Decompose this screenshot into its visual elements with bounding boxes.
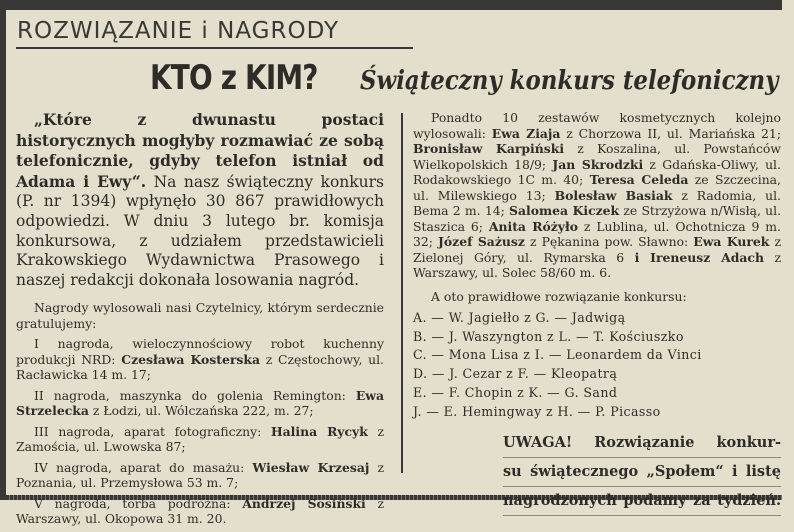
winner-name: Salomea Kiczek: [509, 203, 620, 218]
solution-intro: A oto prawidłowe rozwiązanie konkursu:: [431, 288, 687, 304]
top-border: [0, 0, 782, 10]
section-title: ROZWIĄZANIE i NAGRODY: [17, 18, 340, 44]
solution-item: A. — W. Jagiełło z G. — Jadwigą: [413, 310, 626, 325]
headline-main: KTO z KIM?: [150, 58, 318, 98]
prize-description: I nagroda, wieloczynnościowy robot kuchenny produkcji NRD:: [16, 336, 384, 367]
winner-name: Jan Skrodzki: [552, 156, 644, 172]
winner-name: Czesława Kosterska: [121, 351, 261, 367]
winner-address: z Łodzi, ul. Wólczańska 222, m. 27;: [88, 403, 314, 419]
winner-address: z Warszawy, ul. Solec 58/60 m. 6.: [413, 249, 781, 280]
solution-item: E. — F. Chopin z K. — G. Sand: [413, 384, 618, 400]
solution-item: J. — E. Hemingway z H. — P. Picasso: [413, 403, 661, 419]
winner-address: z Radomia, ul. Bema 2 m. 14;: [413, 187, 781, 218]
notice-line: su świątecznego „Społem“ i listę: [503, 458, 781, 487]
lead-text: Na nasz świąteczny konkurs (P. nr 1394) wpłynęło 30 867 prawidłowych odpowiedzi. W dniu 3 lutego br. komisja konkursowa, z udziałem przedstawicieli Krakowskiego Wydawnictwa Prasowego i naszej redakcji dokonała losowania nagród.: [16, 172, 385, 289]
winner-address: z Lublina, ul. Ochotnicza 9 m. 32;: [413, 218, 781, 249]
solution-item: C. — Mona Lisa z I. — Leonardem da Vinci: [413, 347, 702, 363]
winner-name: Andrzej Sosiński: [242, 495, 366, 511]
section-title-underline: [16, 47, 413, 49]
winner-address: z Zamościa, ul. Lwowska 87;: [16, 423, 385, 455]
winner-address: z Warszawy, ul. Okopowa 31 m. 20.: [16, 495, 385, 527]
prize-entry: [16, 388, 384, 419]
winner-name: Anita Różyło: [488, 218, 579, 234]
notice-box: [503, 429, 781, 516]
prize-description: II nagroda, maszynka do golenia Remington:: [34, 387, 356, 403]
winner-address: z Częstochowy, ul. Racławicka 14 m. 17;: [16, 351, 384, 383]
winner-name: Wiesław Krzesaj: [252, 459, 370, 475]
cosmetics-winners: [413, 110, 781, 281]
lead-paragraph: [16, 110, 384, 290]
winner-name: Halina Rycyk: [270, 423, 368, 439]
winner-name: Teresa Celeda: [589, 172, 689, 187]
winner-address: z Chorzowa II, ul. Mariańska 21;: [560, 125, 781, 141]
prize-description: IV nagroda, aparat do masażu:: [34, 459, 253, 475]
solution-item: D. — J. Cezar z F. — Kleopatrą: [413, 366, 618, 382]
prize-entry: [16, 460, 384, 491]
winner-name: Bolesław Basiak: [554, 187, 673, 203]
cosmetics-intro: Ponadto 10 zestawów kosmetycznych kolejno wylosowali:: [413, 110, 781, 141]
headline-subtitle: Świąteczny konkurs telefoniczny: [360, 66, 779, 96]
winner-name: i Ireneusz Adach: [634, 249, 764, 265]
left-column: [16, 110, 384, 532]
winner-address: z Koszalina, ul. Powstańców Wielkopolskich 18/9;: [413, 141, 781, 172]
solution-list: [413, 309, 781, 421]
solution-item: B. — J. Waszyngton z L. — T. Kościuszko: [413, 328, 684, 344]
notice-line: UWAGA! Rozwiązanie konkur-: [503, 429, 781, 458]
winner-name: Ewa Kurek: [693, 234, 770, 249]
prize-entry: [16, 424, 384, 455]
column-divider: [401, 113, 403, 473]
winner-address: z Gdańska-Oliwy, ul. Rodakowskiego 1C m. 40;: [413, 156, 781, 187]
winner-name: Ewa Strzelecka: [16, 387, 384, 419]
winner-address: z Poznania, ul. Przemysłowa 53 m. 7;: [16, 459, 384, 491]
winner-address: ze Szczecina, ul. Milewskiego 13;: [413, 172, 781, 203]
notice-line: nagrodzonych podamy za tydzień.: [503, 487, 781, 516]
prize-entry: [16, 496, 384, 527]
prize-description: III nagroda, aparat fotograficzny:: [34, 423, 271, 439]
headline: [150, 56, 794, 106]
lead-question: „Które z dwunastu postaci historycznych mogłyby rozmawiać ze sobą telefonicznie, gdyby telefon istniał od Adama i Ewy“.: [16, 110, 384, 191]
winner-address: ze Strzyżowa n/Wisłą, ul. Staszica 6;: [413, 203, 782, 234]
prize-entry: [16, 336, 384, 383]
winner-address: z Zielonej Góry, ul. Rymarska 6: [413, 234, 781, 265]
prizes-intro: Nagrody wylosowali nasi Czytelnicy, którym serdecznie gratulujemy:: [16, 300, 384, 331]
prize-description: V nagroda, torba podróżna:: [34, 495, 243, 511]
winner-name: Józef Sażusz: [438, 234, 525, 249]
winner-address: z Pękanina pow. Sławno:: [524, 234, 694, 249]
right-column: [413, 110, 781, 516]
left-border: [0, 0, 6, 500]
winner-name: Bronisław Karpiński: [413, 141, 565, 156]
winner-name: Ewa Ziaja: [491, 125, 561, 141]
